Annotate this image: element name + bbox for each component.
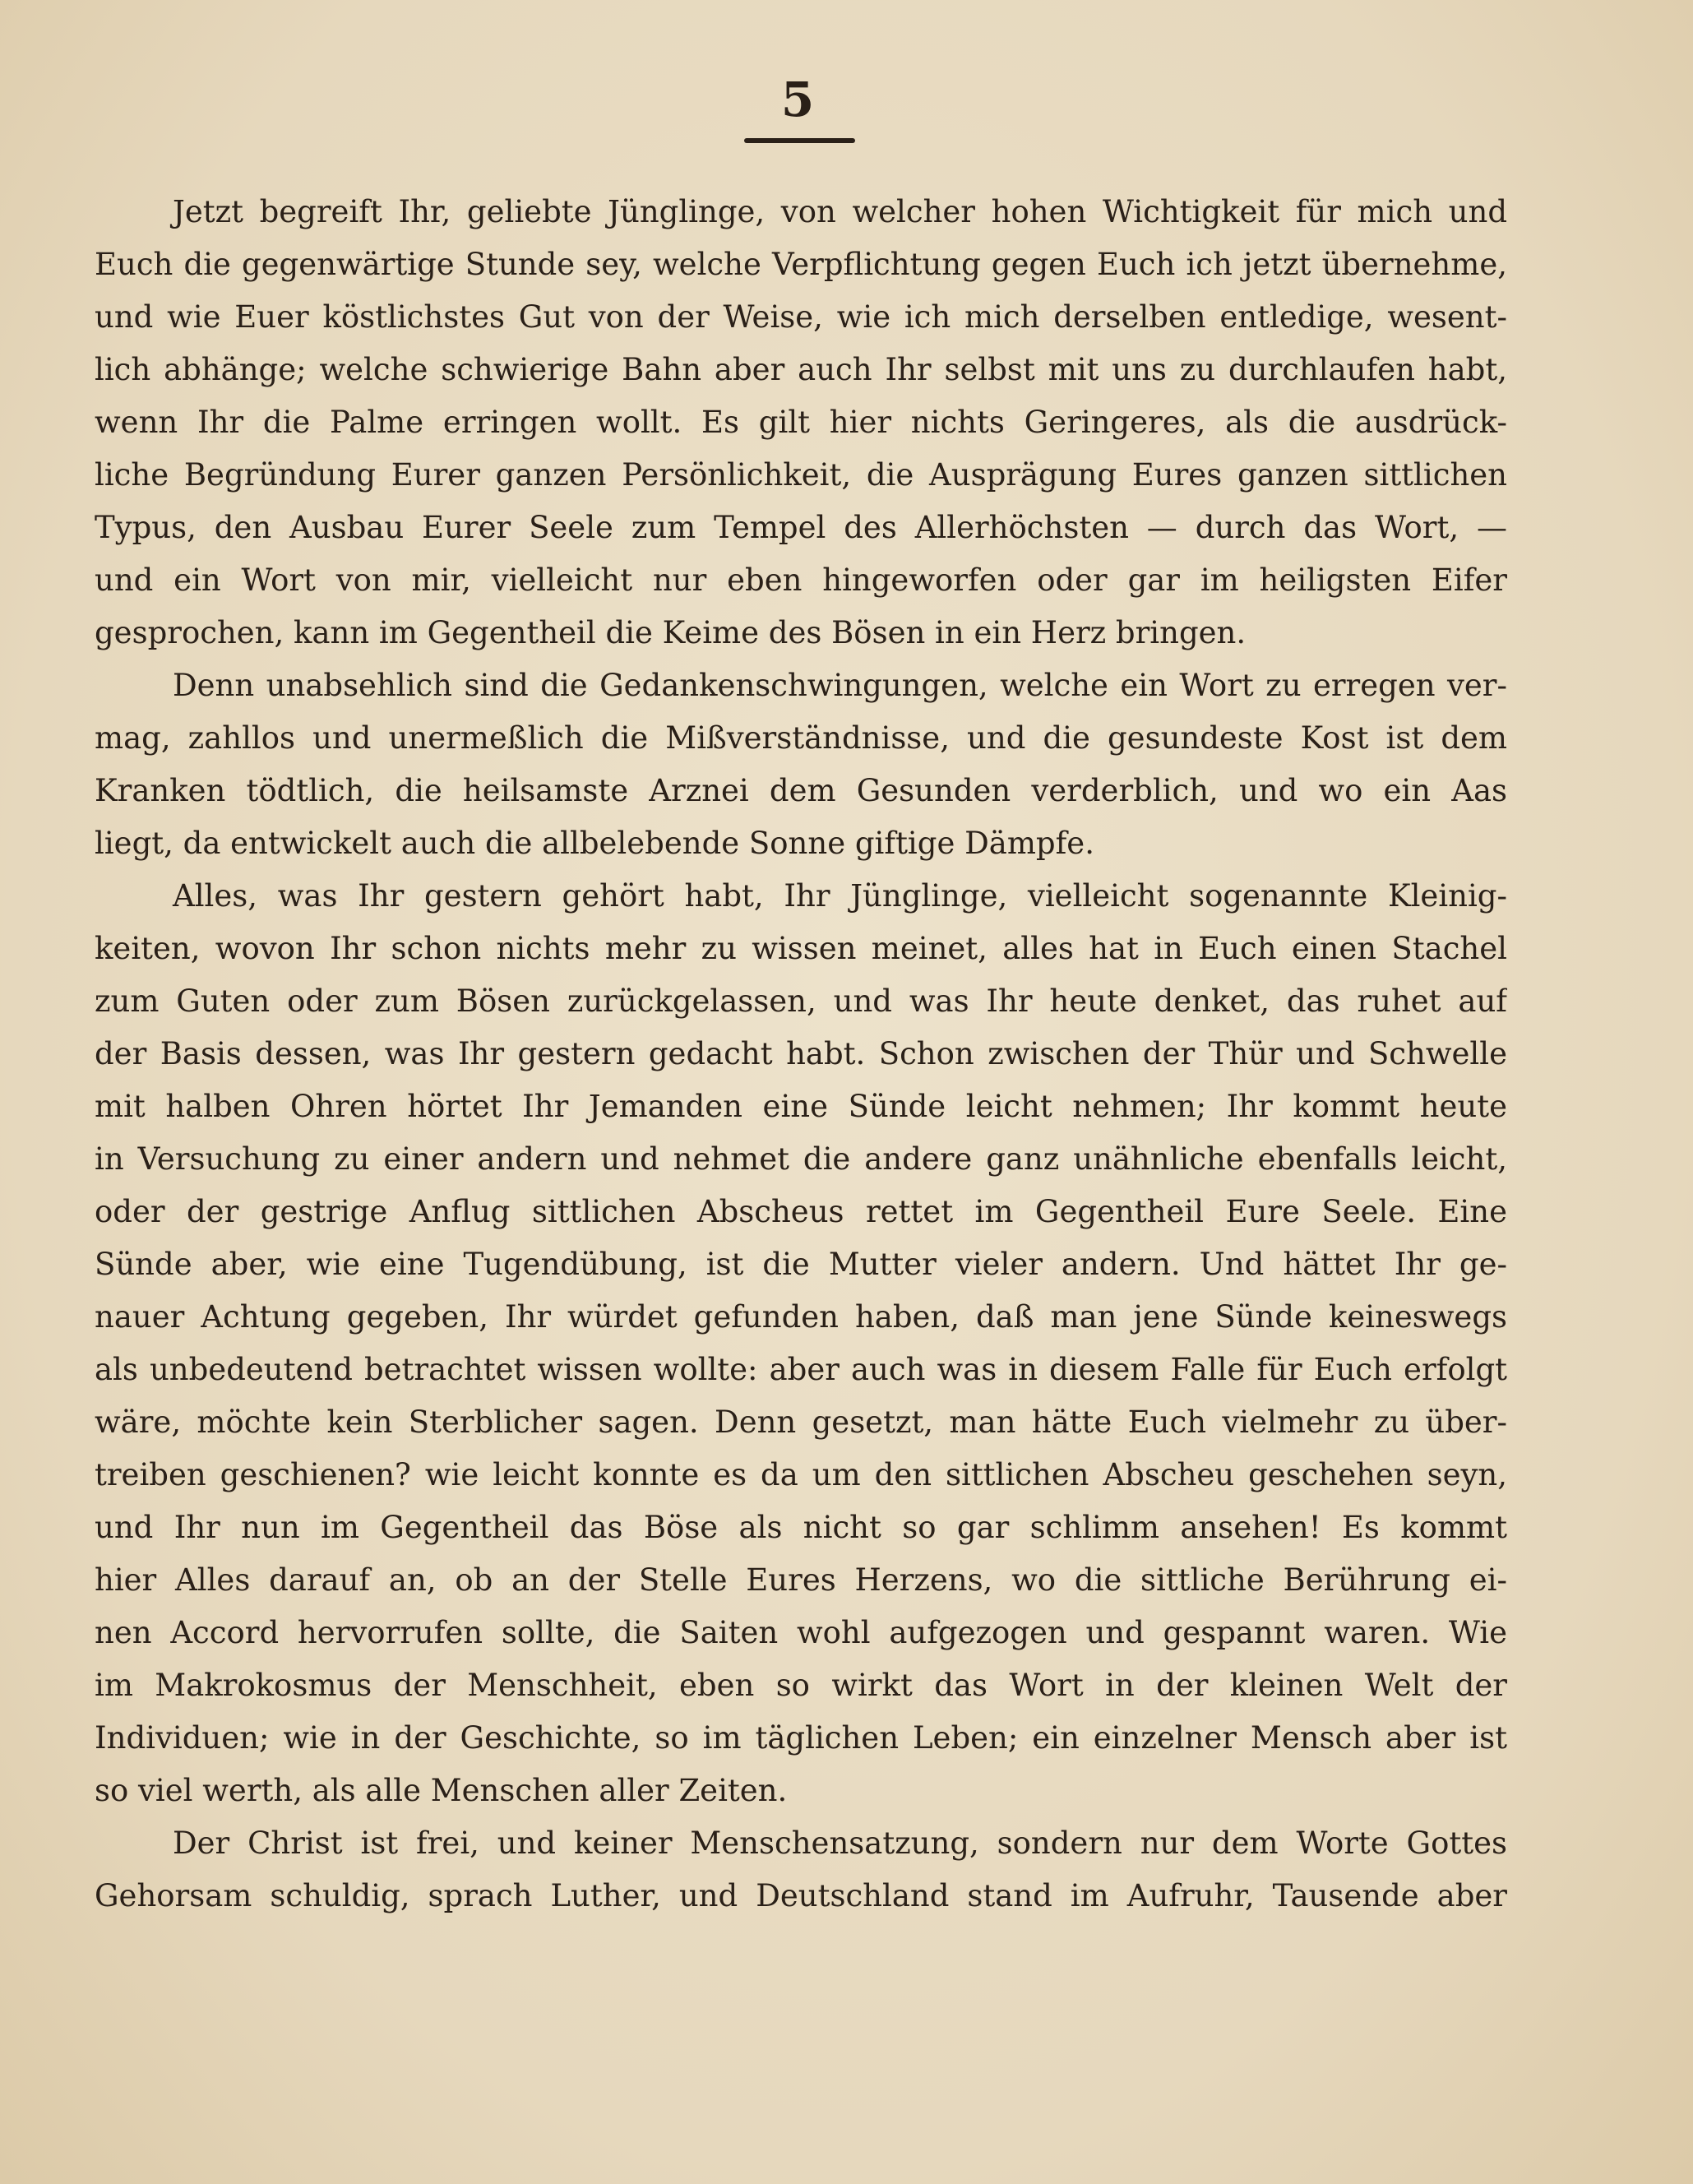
text-line: Typus, den Ausbau Eurer Seele zum Tempel des Allerhöchsten — durch das Wort, — — [95, 510, 1507, 545]
text-line: Jetzt begreift Ihr, geliebte Jünglinge, von welcher hohen Wichtigkeit für mich und — [173, 194, 1507, 229]
body-text — [95, 186, 1507, 1923]
text-line: im Makrokosmus der Menschheit, eben so wirkt das Wort in der kleinen Welt der — [95, 1668, 1507, 1703]
text-line: Euch die gegenwärtige Stunde sey, welche Verpflichtung gegen Euch ich jetzt übernehme, — [95, 247, 1507, 282]
text-line: nauer Achtung gegeben, Ihr würdet gefunden haben, daß man jene Sünde keineswegs — [95, 1299, 1507, 1335]
text-line: lich abhänge; welche schwierige Bahn aber auch Ihr selbst mit uns zu durchlaufen habt, — [95, 352, 1507, 387]
text-line: Individuen; wie in der Geschichte, so im täglichen Leben; ein einzelner Mensch aber ist — [95, 1720, 1507, 1756]
text-line: Gehorsam schuldig, sprach Luther, und Deutschland stand im Aufruhr, Tausende aber — [95, 1878, 1507, 1913]
text-line: hier Alles darauf an, ob an der Stelle Eures Herzens, wo die sittliche Berührung ei- — [95, 1562, 1507, 1598]
text-line: mit halben Ohren hörtet Ihr Jemanden eine Sünde leicht nehmen; Ihr kommt heute — [95, 1089, 1507, 1124]
text-line: keiten, wovon Ihr schon nichts mehr zu wissen meinet, alles hat in Euch einen Stachel — [95, 931, 1507, 966]
text-line: Kranken tödtlich, die heilsamste Arznei dem Gesunden verderblich, und wo ein Aas — [95, 773, 1507, 808]
text-line: und Ihr nun im Gegentheil das Böse als nicht so gar schlimm ansehen! Es kommt — [95, 1510, 1507, 1545]
text-line: als unbedeutend betrachtet wissen wollte: aber auch was in diesem Falle für Euch erfolgt — [95, 1352, 1507, 1387]
text-line: Der Christ ist frei, und keiner Menschensatzung, sondern nur dem Worte Gottes — [173, 1825, 1507, 1861]
text-line: treiben geschienen? wie leicht konnte es da um den sittlichen Abscheu geschehen seyn, — [95, 1457, 1507, 1492]
page-number: 5 — [780, 72, 815, 127]
text-line: mag, zahllos und unermeßlich die Mißverständnisse, und die gesundeste Kost ist dem — [95, 720, 1507, 756]
text-line: Denn unabsehlich sind die Gedankenschwingungen, welche ein Wort zu erregen ver- — [173, 668, 1507, 703]
text-line: nen Accord hervorrufen sollte, die Saiten wohl aufgezogen und gespannt waren. Wie — [95, 1615, 1507, 1650]
text-line: in Versuchung zu einer andern und nehmet die andere ganz unähnliche ebenfalls leicht, — [95, 1141, 1507, 1177]
text-line: wäre, möchte kein Sterblicher sagen. Denn gesetzt, man hätte Euch vielmehr zu über- — [95, 1404, 1507, 1440]
text-line: Sünde aber, wie eine Tugendübung, ist die Mutter vieler andern. Und hättet Ihr ge- — [95, 1247, 1507, 1282]
text-line: und wie Euer köstlichstes Gut von der Weise, wie ich mich derselben entledige, wesent- — [95, 299, 1507, 335]
text-line: gesprochen, kann im Gegentheil die Keime des Bösen in ein Herz bringen. — [95, 615, 1247, 650]
text-line: zum Guten oder zum Bösen zurückgelassen, und was Ihr heute denket, das ruhet auf — [95, 983, 1507, 1019]
text-line: und ein Wort von mir, vielleicht nur eben hingeworfen oder gar im heiligsten Eifer — [95, 562, 1507, 598]
text-line: liegt, da entwickelt auch die allbelebende Sonne giftige Dämpfe. — [95, 826, 1094, 861]
text-line: der Basis dessen, was Ihr gestern gedacht habt. Schon zwischen der Thür und Schwelle — [95, 1036, 1507, 1071]
text-line: oder der gestrige Anflug sittlichen Abscheus rettet im Gegentheil Eure Seele. Eine — [95, 1194, 1507, 1229]
text-line: Alles, was Ihr gestern gehört habt, Ihr Jünglinge, vielleicht sogenannte Kleinig- — [173, 878, 1507, 914]
text-line: liche Begründung Eurer ganzen Persönlichkeit, die Ausprägung Eures ganzen sittlichen — [95, 457, 1507, 493]
text-line: wenn Ihr die Palme erringen wollt. Es gilt hier nichts Geringeres, als die ausdrück- — [95, 405, 1507, 440]
header-rule — [744, 138, 855, 143]
text-line: so viel werth, als alle Menschen aller Zeiten. — [95, 1773, 788, 1808]
